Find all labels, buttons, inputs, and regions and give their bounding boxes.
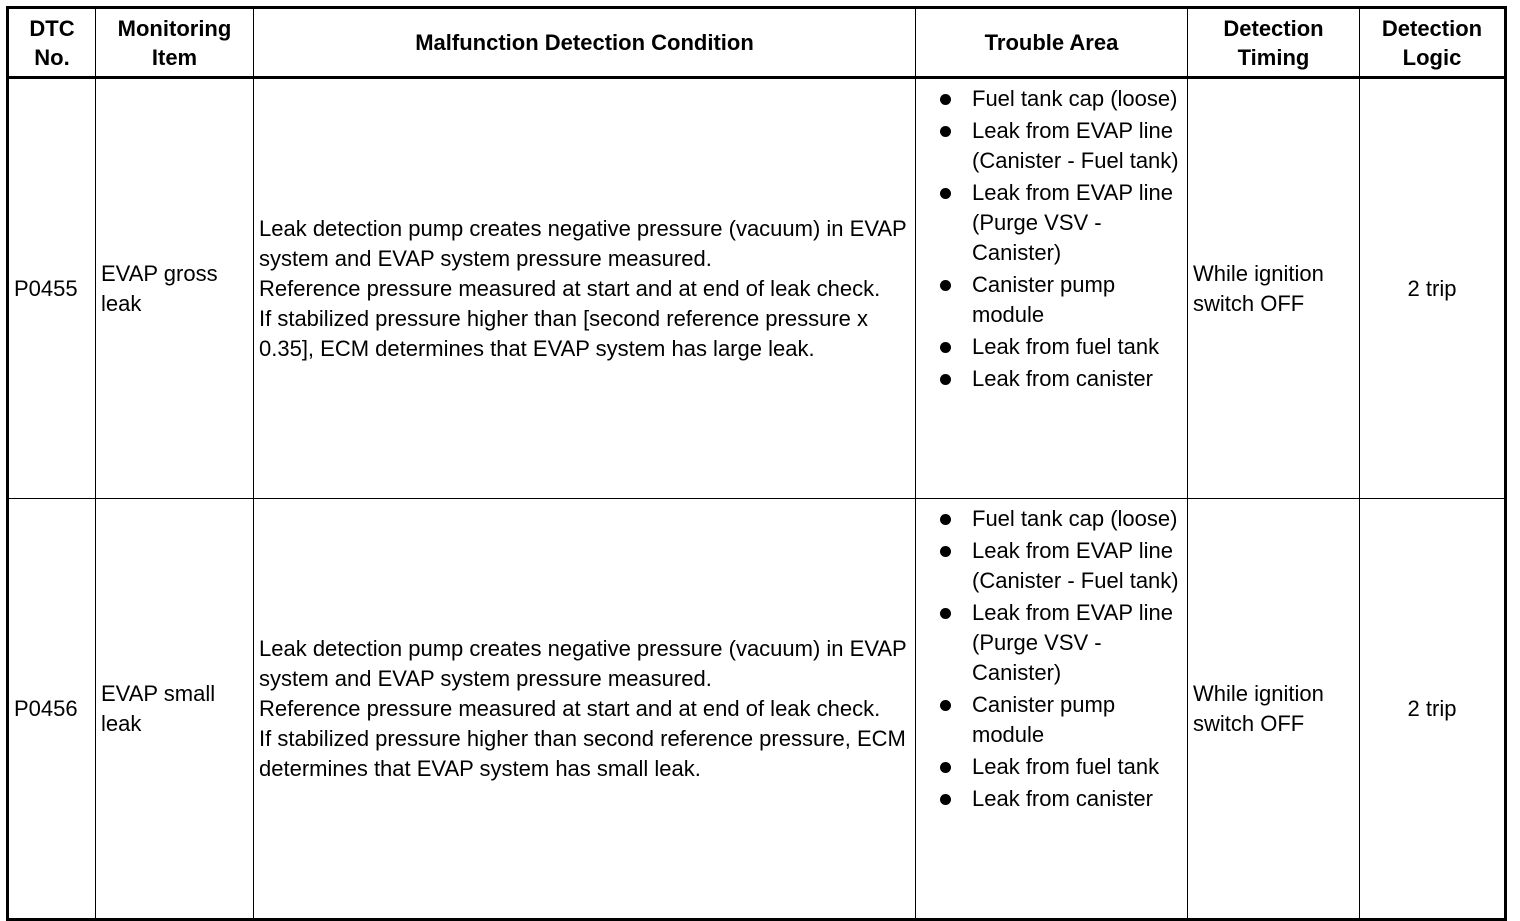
- dtc-table: [6, 6, 1507, 921]
- dtc-code: P0456: [8, 499, 96, 920]
- condition-line: Reference pressure measured at start and at end of leak check.: [259, 275, 881, 301]
- header-dtc: [8, 8, 96, 78]
- bullet-icon: [940, 94, 951, 105]
- trouble-area-item: [940, 178, 1183, 268]
- detection-condition: [254, 499, 916, 920]
- condition-line: Reference pressure measured at start and at end of leak check.: [259, 695, 881, 721]
- trouble-area-item: [940, 536, 1183, 596]
- trouble-area-text: Canister pump module: [972, 692, 1116, 747]
- trouble-area-text: Canister pump module: [972, 272, 1116, 327]
- header-condition: Malfunction Detection Condition: [254, 8, 916, 78]
- detection-timing: While ignition switch OFF: [1188, 78, 1360, 499]
- trouble-area-text: Leak from canister: [972, 786, 1153, 811]
- trouble-area-item: [940, 332, 1183, 362]
- header-text: Item: [151, 44, 198, 70]
- bullet-icon: [940, 546, 951, 557]
- table-row: [8, 499, 1506, 920]
- table-row: [8, 78, 1506, 499]
- trouble-area: [916, 78, 1188, 499]
- monitoring-item: EVAP gross leak: [96, 78, 254, 499]
- dtc-code: P0455: [8, 78, 96, 499]
- trouble-area-item: [940, 116, 1183, 176]
- trouble-area-list: [940, 84, 1183, 394]
- condition-line: If stabilized pressure higher than [second reference pressure x 0.35], ECM determines that EVAP system has large leak.: [259, 305, 868, 361]
- header-text: Timing: [1237, 44, 1310, 70]
- bullet-icon: [940, 514, 951, 525]
- bullet-icon: [940, 794, 951, 805]
- header-text: Detection: [1223, 15, 1324, 41]
- bullet-icon: [940, 608, 951, 619]
- trouble-area-item: [940, 752, 1183, 782]
- trouble-area-item: [940, 598, 1183, 688]
- bullet-icon: [940, 342, 951, 353]
- trouble-area: [916, 499, 1188, 920]
- bullet-icon: [940, 374, 951, 385]
- header-text: Monitoring: [117, 15, 232, 41]
- condition-line: If stabilized pressure higher than second reference pressure, ECM determines that EVAP system has small leak.: [259, 725, 906, 781]
- trouble-area-text: Leak from EVAP line (Canister - Fuel tank): [972, 118, 1179, 173]
- trouble-area-text: Leak from fuel tank: [972, 334, 1160, 359]
- detection-timing: While ignition switch OFF: [1188, 499, 1360, 920]
- trouble-area-item: [940, 784, 1183, 814]
- trouble-area-item: [940, 690, 1183, 750]
- detection-condition: [254, 78, 916, 499]
- bullet-icon: [940, 188, 951, 199]
- condition-line: Leak detection pump creates negative pressure (vacuum) in EVAP system and EVAP system pressure measured.: [259, 215, 907, 271]
- trouble-area-text: Leak from EVAP line (Purge VSV - Canister): [972, 600, 1173, 685]
- trouble-area-text: Leak from canister: [972, 366, 1153, 391]
- trouble-area-item: [940, 364, 1183, 394]
- trouble-area-text: Leak from EVAP line (Purge VSV - Canister): [972, 180, 1173, 265]
- header-logic: [1360, 8, 1506, 78]
- trouble-area-text: Fuel tank cap (loose): [972, 506, 1178, 531]
- trouble-area-text: Leak from EVAP line (Canister - Fuel tank): [972, 538, 1179, 593]
- header-timing: [1188, 8, 1360, 78]
- trouble-area-item: [940, 504, 1183, 534]
- trouble-area-text: Fuel tank cap (loose): [972, 86, 1178, 111]
- header-text: DTC: [29, 15, 75, 41]
- trouble-area-text: Leak from fuel tank: [972, 754, 1160, 779]
- header-text: Logic: [1402, 44, 1462, 70]
- header-text: Detection: [1381, 15, 1483, 41]
- condition-line: Leak detection pump creates negative pressure (vacuum) in EVAP system and EVAP system pressure measured.: [259, 635, 907, 691]
- trouble-area-item: [940, 84, 1183, 114]
- monitoring-item: EVAP small leak: [96, 499, 254, 920]
- bullet-icon: [940, 126, 951, 137]
- header-item: [96, 8, 254, 78]
- bullet-icon: [940, 280, 951, 291]
- header-row: [8, 8, 1506, 78]
- trouble-area-list: [940, 504, 1183, 814]
- detection-logic: 2 trip: [1360, 499, 1506, 920]
- bullet-icon: [940, 700, 951, 711]
- trouble-area-item: [940, 270, 1183, 330]
- header-trouble-area: Trouble Area: [916, 8, 1188, 78]
- bullet-icon: [940, 762, 951, 773]
- detection-logic: 2 trip: [1360, 78, 1506, 499]
- header-text: No.: [34, 44, 70, 70]
